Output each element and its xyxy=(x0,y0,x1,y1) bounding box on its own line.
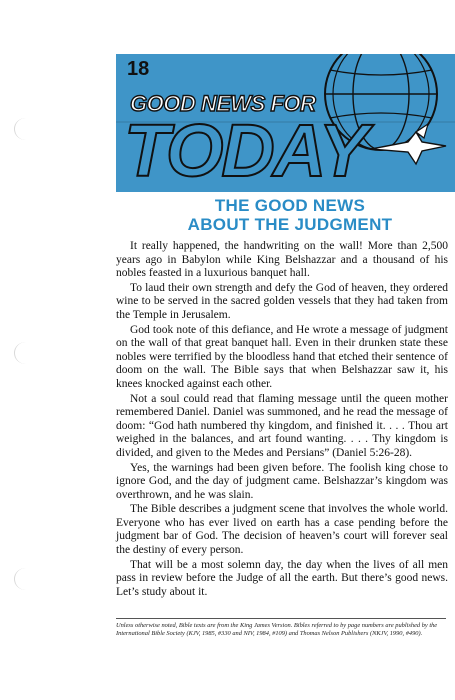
punch-hole-mark xyxy=(14,118,37,140)
footnote: Unless otherwise noted, Bible texts are from the King James Version. Bibles referred to by page numbers are published by the International Bible Society (KJV, 1985, #330 and NIV, 1984, #109) and Thomas Nelson Publishers (NKJV, 1990, #490). xyxy=(116,622,438,638)
article-headline xyxy=(140,196,440,234)
punch-hole-mark xyxy=(14,342,37,364)
paragraph: That will be a most solemn day, the day when the lives of all men pass in review before the Judge of all the earth. But there’s good news. Let’s study about it. xyxy=(116,558,448,598)
headline-line: ABOUT THE JUDGMENT xyxy=(187,215,393,234)
series-wordmark: TODAY xyxy=(124,109,367,192)
lesson-number: 18 xyxy=(127,58,150,80)
headline-line: THE GOOD NEWS xyxy=(214,196,366,215)
article-body xyxy=(116,240,448,600)
paragraph: God took note of this defiance, and He wrote a message of judgment on the wall of that great banquet hall. Even in their drunken state these nobles were terrified by the bloodless hand that etched their sentence of doom on the wall. The Bible says that when Belshazzar saw it, his knees knocked against each other. xyxy=(116,323,448,390)
paragraph: The Bible describes a judgment scene that involves the whole world. Everyone who has ever lived on earth has a case pending before the judgment bar of God. The decision of heaven’s court will forever seal the destiny of every person. xyxy=(116,503,448,557)
footnote-divider xyxy=(116,618,446,619)
series-title: GOOD NEWS FOR xyxy=(130,91,316,116)
punch-hole-mark xyxy=(14,568,37,590)
masthead-banner xyxy=(116,54,455,192)
paragraph: Yes, the warnings had been given before. The foolish king chose to ignore God, and the day of judgment came. Belshazzar’s kingdom was overthrown, and he was slain. xyxy=(116,461,448,501)
paragraph: Not a soul could read that flaming message until the queen mother remembered Daniel. Daniel was summoned, and he read the message of doom: “God hath numbered thy kingdom, and finished it. . . . Thou art weighed in the balances, and art found wanting. . . . Thy kingdom is divided, and given to the Medes and Persians” (Daniel 5:26-28). xyxy=(116,392,448,459)
paragraph: To laud their own strength and defy the God of heaven, they ordered wine to be served in the sacred golden vessels that they had taken from the Temple in Jerusalem. xyxy=(116,281,448,321)
paragraph: It really happened, the handwriting on the wall! More than 2,500 years ago in Babylon while King Belshazzar and a thousand of his nobles feasted in a luxurious banquet hall. xyxy=(116,240,448,280)
